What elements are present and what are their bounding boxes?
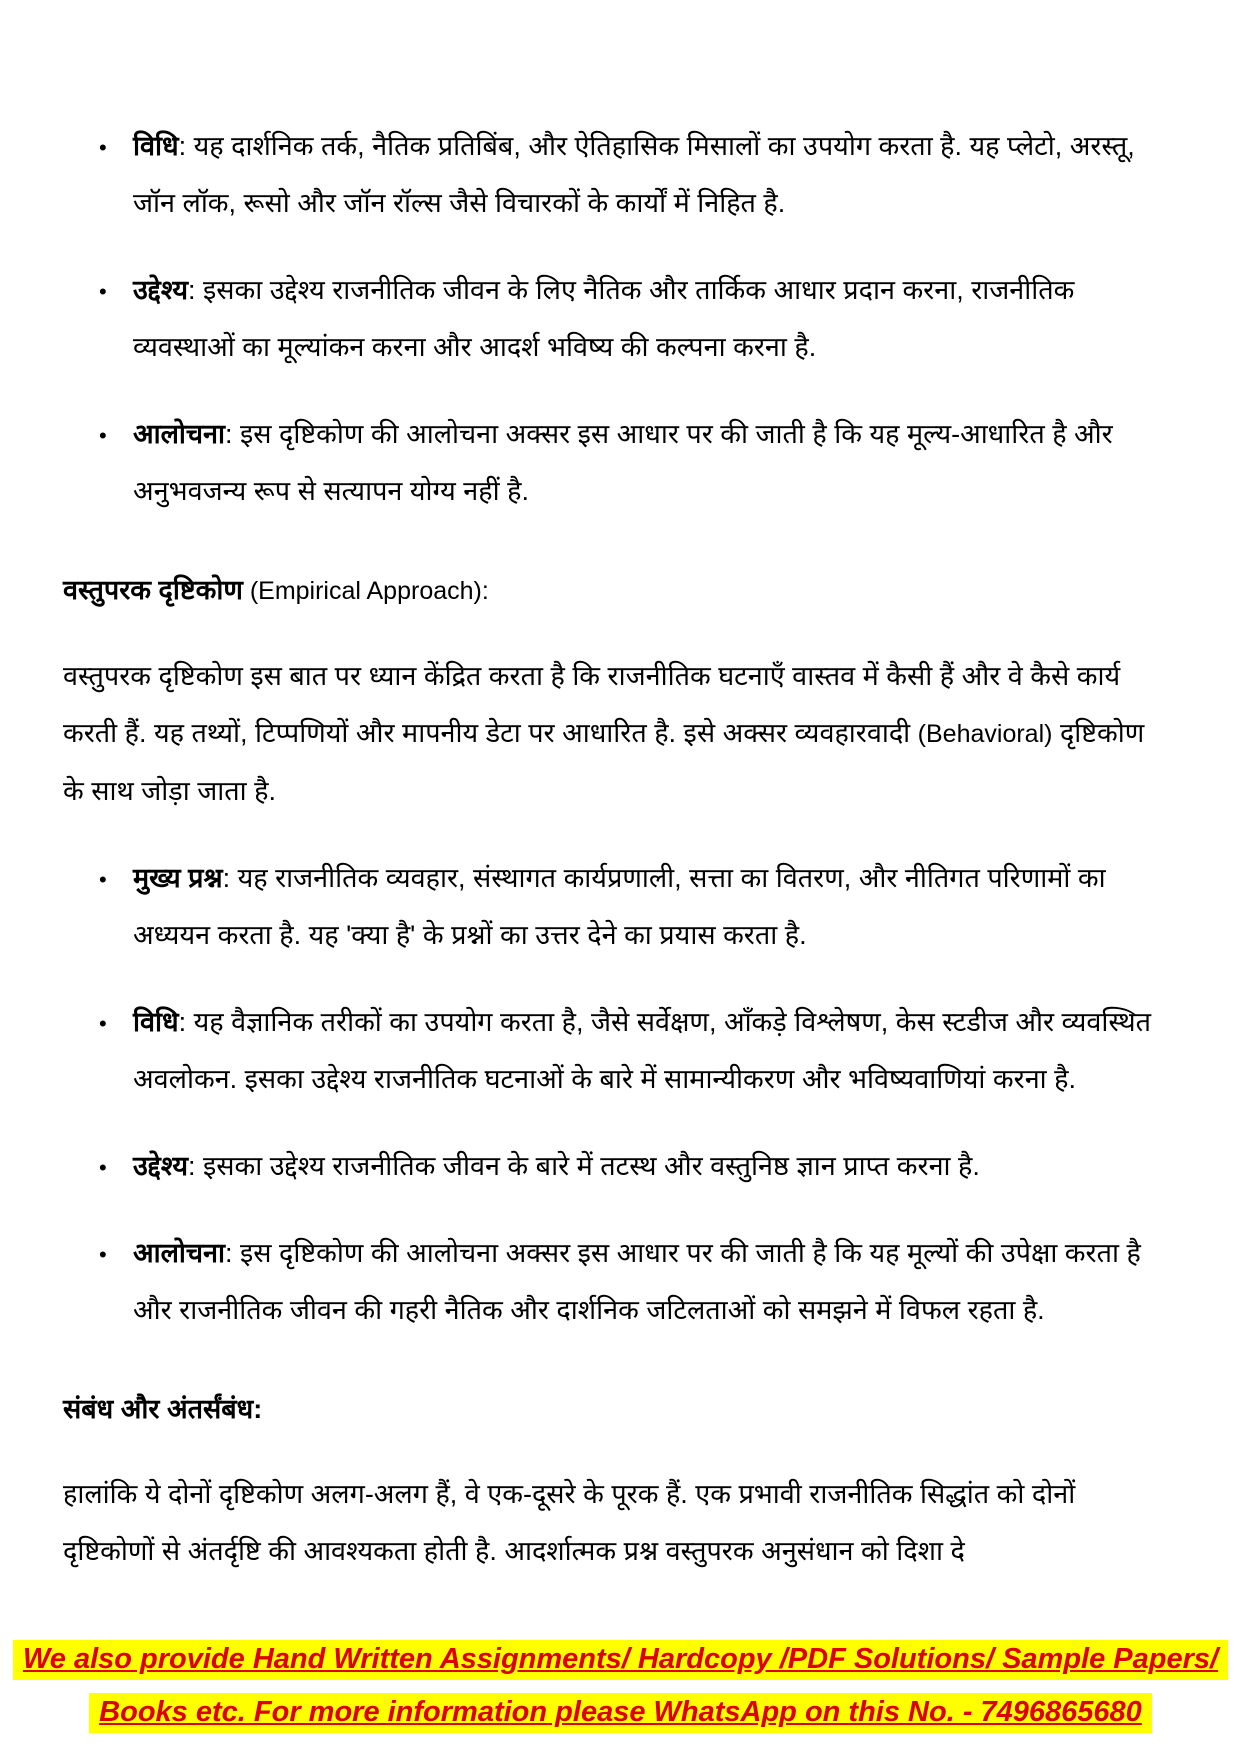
paragraph-latin-segment: (Behavioral) bbox=[917, 720, 1053, 748]
footer-highlight-text: We also provide Hand Written Assignments/ Hardcopy /PDF Solutions/ Sample Papers/ bbox=[13, 1640, 1228, 1680]
heading-latin-text: (Empirical Approach): bbox=[242, 577, 489, 605]
list-item-body: : यह राजनीतिक व्यवहार, संस्थागत कार्यप्रणाली, सत्ता का वितरण, और नीतिगत परिणामों का अध्ययन करता है. यह 'क्या है' के प्रश्नों का उत्तर देने का प्रयास करता है. bbox=[133, 863, 1106, 950]
list-item-body: : इस दृष्टिकोण की आलोचना अक्सर इस आधार पर की जाती है कि यह मूल्य-आधारित है और अनुभवजन्य रूप से सत्यापन योग्य नहीं है. bbox=[133, 419, 1113, 506]
list-item-label: विधि bbox=[133, 1007, 179, 1037]
heading-relation: संबंध और अंतर्संबंध: bbox=[63, 1394, 263, 1424]
bullet-icon: • bbox=[99, 423, 107, 448]
list-item bbox=[63, 118, 1171, 232]
footer-line-2 bbox=[0, 1688, 1241, 1741]
list-item bbox=[63, 406, 1171, 520]
footer-line-1 bbox=[0, 1635, 1241, 1688]
bullet-icon: • bbox=[99, 279, 107, 304]
bullet-icon: • bbox=[99, 1155, 107, 1180]
list-item-body: : इसका उद्देश्य राजनीतिक जीवन के बारे में तटस्थ और वस्तुनिष्ठ ज्ञान प्राप्त करना है. bbox=[188, 1151, 980, 1181]
paragraph-relation: हालांकि ये दोनों दृष्टिकोण अलग-अलग हैं, वे एक-दूसरे के पूरक हैं. एक प्रभावी राजनीतिक सिद्धांत को दोनों दृष्टिकोणों से अंतर्दृष्टि की आवश्यकता होती है. आदर्शात्मक प्रश्न वस्तुपरक अनुसंधान को दिशा दे bbox=[63, 1479, 1076, 1566]
list-item-label: विधि bbox=[133, 131, 179, 161]
bullet-icon: • bbox=[99, 1011, 107, 1036]
footer-banner bbox=[0, 1635, 1241, 1741]
list-item bbox=[63, 850, 1171, 964]
list-item-label: मुख्य प्रश्न bbox=[133, 863, 223, 893]
bullet-icon: • bbox=[99, 1242, 107, 1267]
list-item-label: आलोचना bbox=[133, 1238, 226, 1268]
list-item-label: आलोचना bbox=[133, 419, 226, 449]
bullet-list-normative bbox=[63, 118, 1171, 520]
bullet-list-empirical bbox=[63, 850, 1171, 1339]
footer-highlight-text: Books etc. For more information please WhatsApp on this No. - 7496865680 bbox=[89, 1693, 1152, 1733]
bullet-icon: • bbox=[99, 135, 107, 160]
heading-hindi-text: वस्तुपरक दृष्टिकोण bbox=[63, 575, 243, 605]
heading-empirical-approach bbox=[63, 562, 1171, 620]
paragraph-empirical-intro bbox=[63, 648, 1171, 820]
list-item bbox=[63, 994, 1171, 1108]
list-item bbox=[63, 262, 1171, 376]
list-item-label: उद्देश्य bbox=[133, 275, 188, 305]
bullet-icon: • bbox=[99, 867, 107, 892]
list-item bbox=[63, 1138, 1171, 1195]
paragraph-segment: दृष्टिकोण के साथ जोड़ा जाता है. bbox=[63, 718, 1145, 806]
paragraph-segment: वस्तुपरक दृष्टिकोण इस बात पर ध्यान केंद्रित करता है कि राजनीतिक घटनाएँ वास्तव में कैसी हैं और वे कैसे कार्य करती हैं. यह तथ्यों, टिप्पणियों और मापनीय डेटा पर आधारित है. इसे अक्सर व्यवहारवादी bbox=[63, 661, 1121, 748]
list-item-body: : यह दार्शनिक तर्क, नैतिक प्रतिबिंब, और ऐतिहासिक मिसालों का उपयोग करता है. यह प्लेटो, अरस्तू, जॉन लॉक, रूसो और जॉन रॉल्स जैसे विचारकों के कार्यों में निहित है. bbox=[133, 131, 1135, 218]
list-item-body: : इस दृष्टिकोण की आलोचना अक्सर इस आधार पर की जाती है कि यह मूल्यों की उपेक्षा करता है और राजनीतिक जीवन की गहरी नैतिक और दार्शनिक जटिलताओं को समझने में विफल रहता है. bbox=[133, 1238, 1141, 1325]
list-item-body: : इसका उद्देश्य राजनीतिक जीवन के लिए नैतिक और तार्किक आधार प्रदान करना, राजनीतिक व्यवस्थाओं का मूल्यांकन करना और आदर्श भविष्य की कल्पना करना है. bbox=[133, 275, 1075, 362]
list-item bbox=[63, 1225, 1171, 1339]
list-item-label: उद्देश्य bbox=[133, 1151, 188, 1181]
list-item-body: : यह वैज्ञानिक तरीकों का उपयोग करता है, जैसे सर्वेक्षण, आँकड़े विश्लेषण, केस स्टडीज और व्यवस्थित अवलोकन. इसका उद्देश्य राजनीतिक घटनाओं के बारे में सामान्यीकरण और भविष्यवाणियां करना है. bbox=[133, 1007, 1152, 1094]
